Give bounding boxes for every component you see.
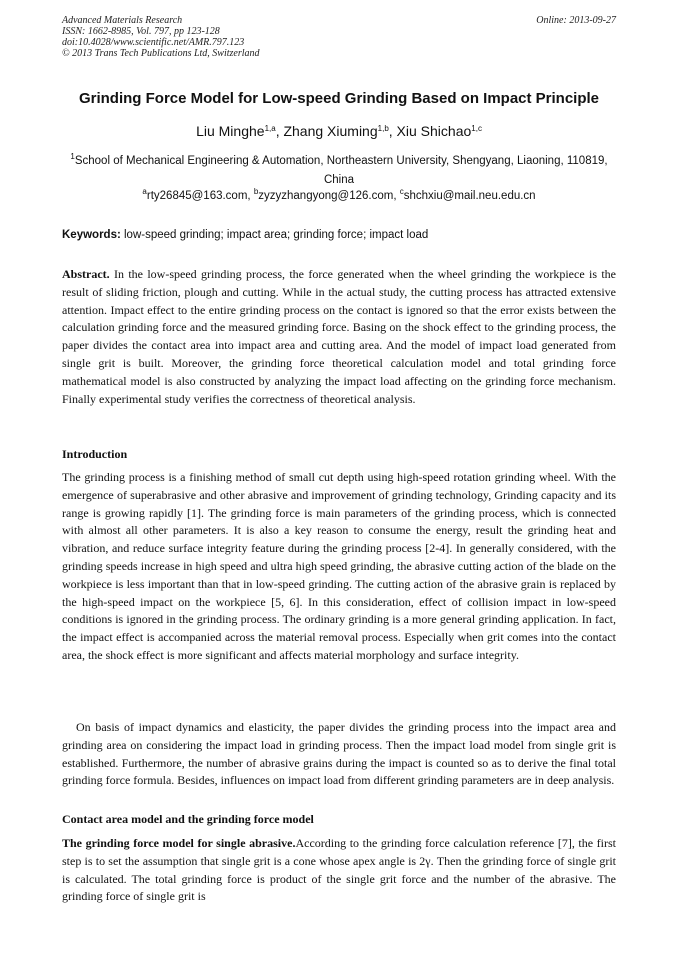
affiliation (62, 152, 616, 190)
email-link[interactable]: zyzyzhangyong@126.com (258, 190, 394, 202)
author-sup: 1,b (377, 124, 389, 133)
introduction-paragraph-1: The grinding process is a finishing method of small cut depth using high-speed rotation grinding wheel. With the emergence of superabrasive and other abrasive and improvement of grinding technology, Grinding capacity and its range is growing rapidly [1]. The grinding force is main parameters of the grinding process, which is connected with almost all other parameters. It is also a key reason to consume the energy, result the grinding heat and vibration, and reduce surface integrity feature during the grinding process [2-4]. In generally considered, with the grinding speeds increase in high speed and ultra high speed grinding, the abrasive cutting action of the blade on the workpiece is less important than that in low-speed grinding. The cutting action of the abrasive grain is replaced by the high-speed impact on the workpiece [5, 6]. In this consideration, effect of collision impact in low-speed conditions is ignored in the grinding process. The ordinary grinding is a more general grinding application. In fact, the impact effect is accompanied across the material removal process. Especially when grit comes into the contact area, the shock effect is more significant and affects material morphology and surface integrity. (62, 470, 616, 662)
author-name: Xiu Shichao (396, 123, 472, 139)
email-sup: a (142, 187, 147, 196)
keywords-label: Keywords: (62, 229, 121, 241)
email-sup: c (399, 187, 404, 196)
affiliation-sup: 1 (70, 152, 75, 161)
email-separator: , (393, 190, 400, 202)
author-separator: , (275, 123, 284, 139)
online-date: Online: 2013-09-27 (536, 15, 616, 26)
author-name: Liu Minghe (196, 123, 265, 139)
author-sup: 1,c (471, 124, 482, 133)
keywords (62, 229, 616, 241)
email-link[interactable]: shchxiu@mail.neu.edu.cn (403, 190, 536, 202)
journal-name: Advanced Materials Research (62, 15, 183, 26)
contact-text: According to the grinding force calculation reference [7], the first step is to set the assumption that single grit is a cone whose apex angle is 2γ. Then the grinding force of single grit is calculated. The total grinding force is product of the single grit force and the number of the abrasive. The grinding force of single grit is (62, 836, 616, 904)
abstract (62, 266, 616, 408)
introduction-paragraph-2: On basis of impact dynamics and elasticity, the paper divides the grinding process into the impact area and grinding area on considering the impact load in grinding process. Then the impact load model from single grit is established. Furthermore, the number of abrasive grains during the impact is counted so as to derive the final total grinding force formula. Besides, influences on impact load from different grinding parameters are in deep analysis. (62, 720, 616, 788)
email-separator: , (247, 190, 254, 202)
section-heading-introduction: Introduction (62, 447, 128, 461)
journal-doi: doi:10.4028/www.scientific.net/AMR.797.123 (62, 37, 245, 48)
author-separator: , (388, 123, 397, 139)
author-name: Zhang Xiuming (283, 123, 378, 139)
keywords-text: low-speed grinding; impact area; grinding force; impact load (120, 229, 429, 241)
abstract-text: In the low-speed grinding process, the force generated when the wheel grinding the workpiece is the result of sliding friction, plough and cutting. While in the actual study, the cutting process has attracted extensive attention. Impact effect to the entire grinding process on the contact is ignored so that the error exists between the calculation grinding force and the measured grinding force. Basing on the shock effect to the grinding process, the paper divides the contact area into impact area and cutting area. And the model of impact load generated from single grit is built. Moreover, the grinding force theoretical calculation model and total grinding force mathematical model is also constructed by analyzing the impact load affecting on the grinding force mechanism. Finally experimental study verifies the correctness of theoretical analysis. (62, 267, 616, 406)
journal-header (62, 15, 260, 59)
email-sup: b (253, 187, 259, 196)
author-emails (0, 187, 678, 202)
runin-heading: The grinding force model for single abrasive. (62, 836, 296, 850)
affiliation-text: School of Mechanical Engineering & Automation, Northeastern University, Shengyang, Liaoning, 110819, China (74, 155, 608, 186)
author-list (0, 123, 678, 139)
section-heading-contact-area: Contact area model and the grinding force model (62, 812, 314, 826)
author-sup: 1,a (264, 124, 276, 133)
abstract-label: Abstract. (62, 267, 110, 281)
journal-copyright: © 2013 Trans Tech Publications Ltd, Switzerland (62, 48, 260, 59)
journal-issn: ISSN: 1662-8985, Vol. 797, pp 123-128 (62, 26, 220, 37)
contact-area-paragraph (62, 835, 616, 906)
email-link[interactable]: rty26845@163.com (146, 190, 248, 202)
paper-title: Grinding Force Model for Low-speed Grinding Based on Impact Principle (78, 90, 600, 107)
